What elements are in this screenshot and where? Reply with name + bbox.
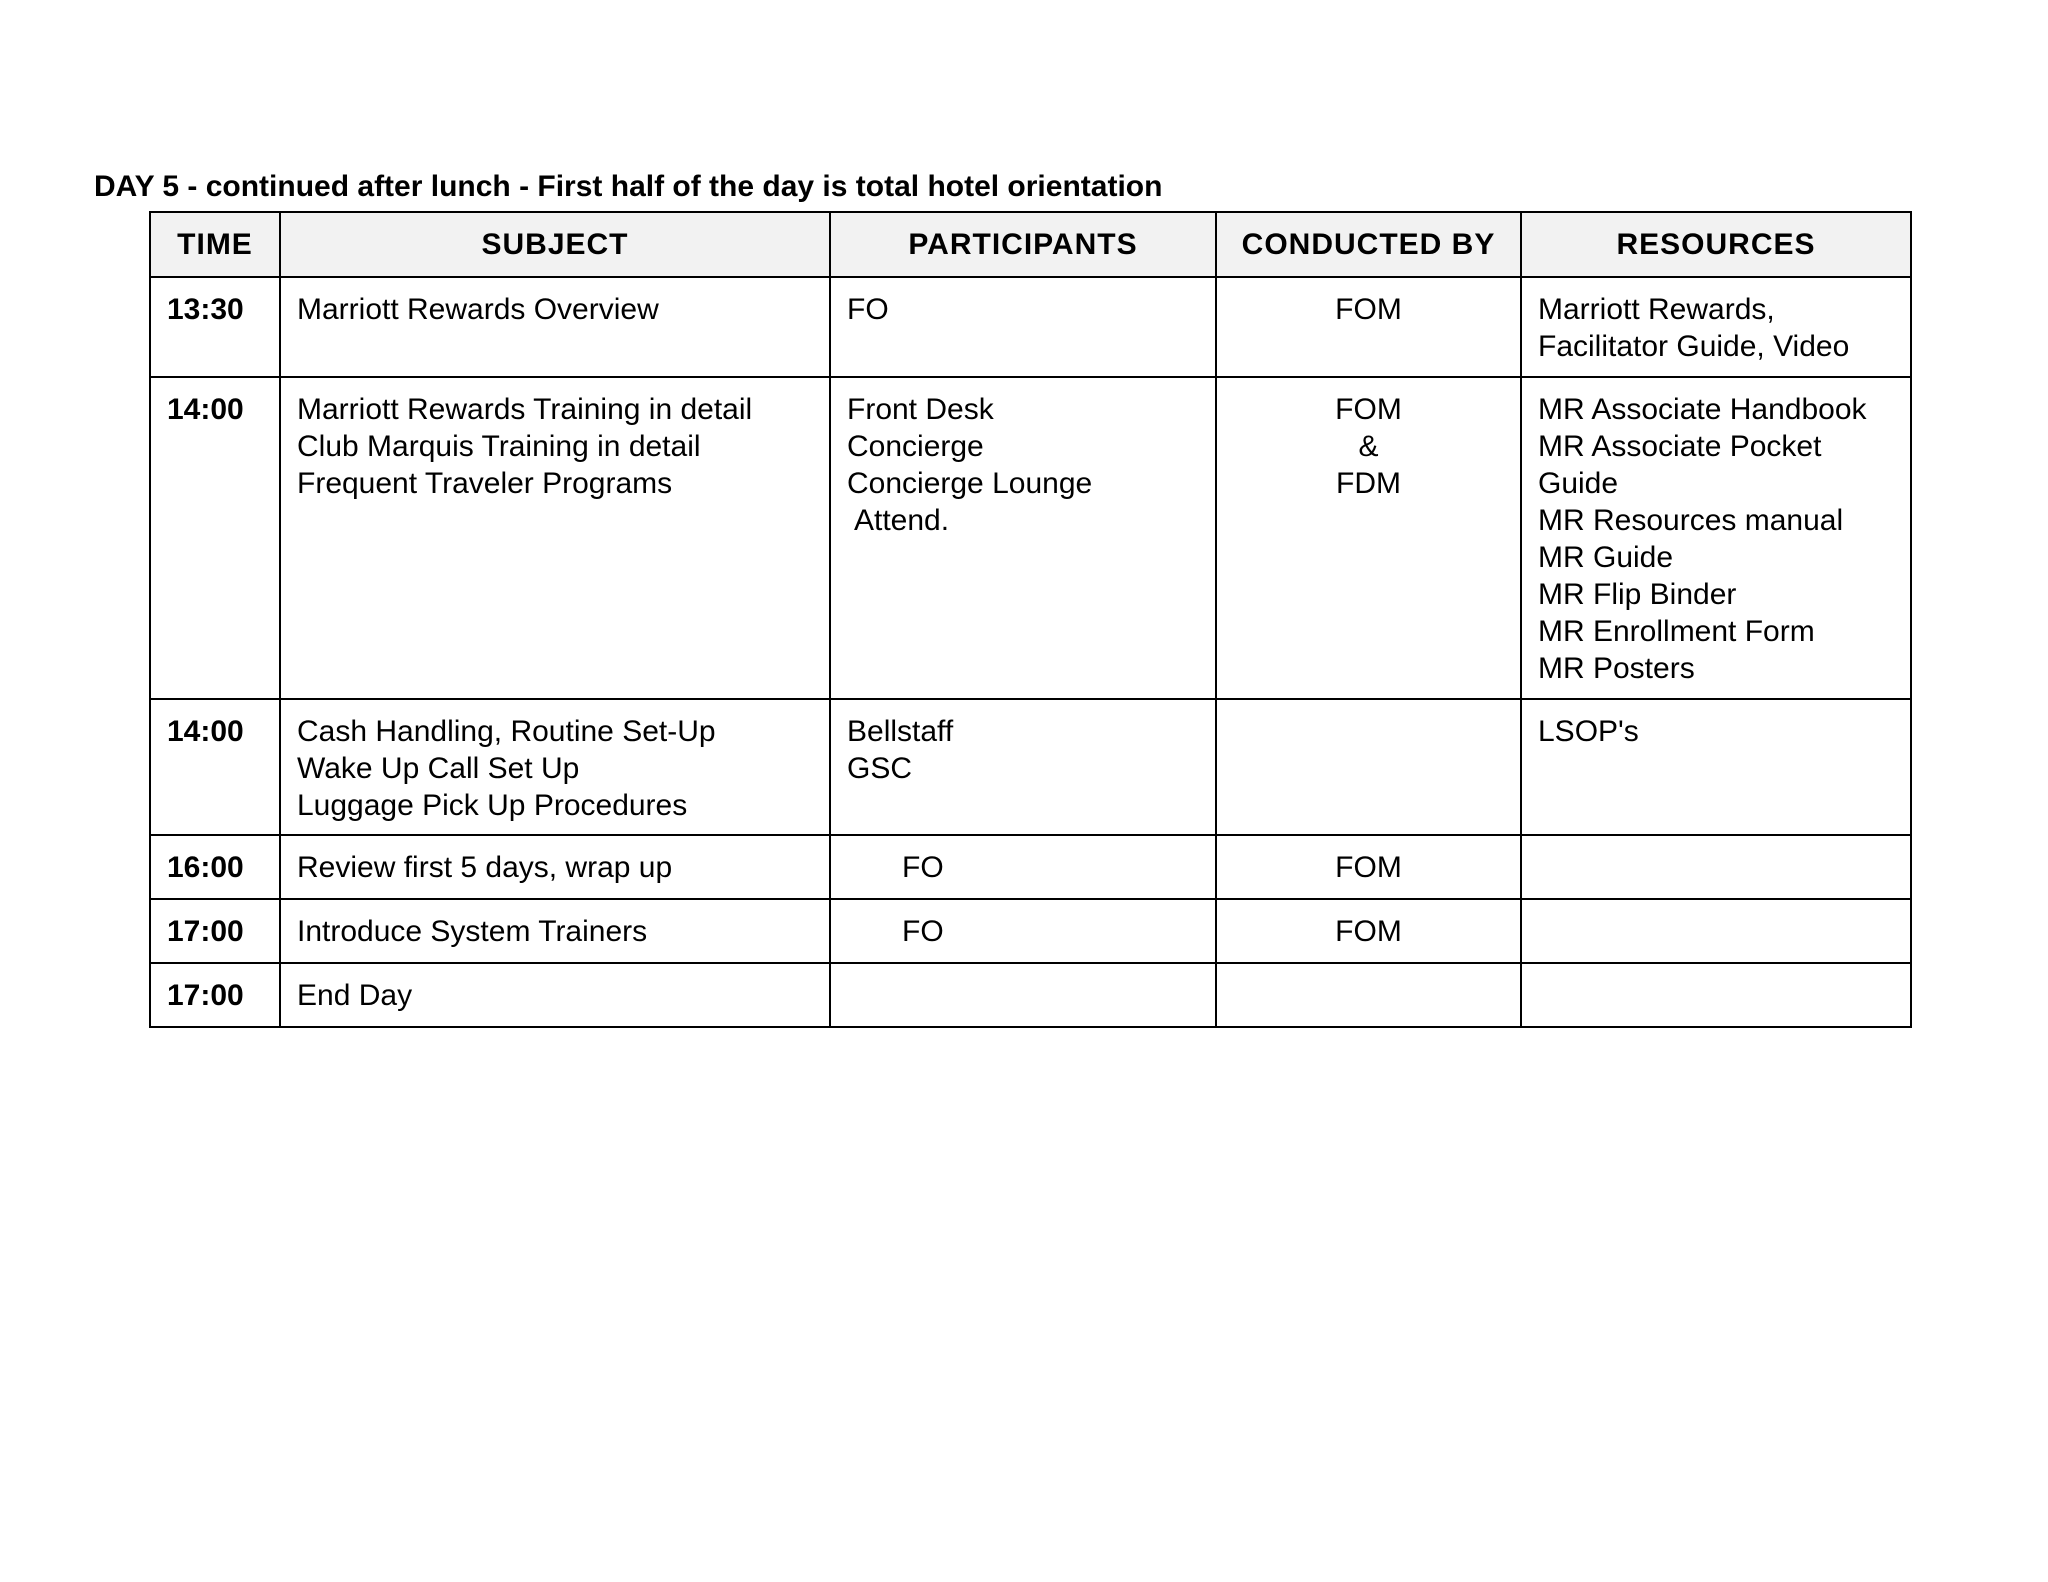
conducted-by-cell [1216, 699, 1521, 835]
subject-line: Luggage Pick Up Procedures [297, 789, 688, 822]
participants-cell [830, 377, 1216, 699]
time-cell: 17:00 [150, 899, 280, 963]
resources-cell [1521, 699, 1911, 835]
subject-cell [280, 377, 830, 699]
resources-line: Marriott Rewards, [1538, 293, 1775, 326]
subject-cell [280, 899, 830, 963]
time-cell: 16:00 [150, 835, 280, 899]
resources-cell [1521, 277, 1911, 377]
participants-line: Bellstaff [847, 715, 954, 748]
subject-line: Marriott Rewards Training in detail [297, 393, 753, 426]
table-row [150, 899, 1911, 963]
subject-line: Wake Up Call Set Up [297, 752, 580, 785]
time-cell: 13:30 [150, 277, 280, 377]
participants-line: GSC [847, 752, 913, 785]
subject-line: Marriott Rewards Overview [297, 293, 659, 326]
header-subject: SUBJECT [280, 212, 830, 277]
conducted-by-cell [1216, 963, 1521, 1027]
schedule-table [149, 211, 1912, 1028]
subject-line: Introduce System Trainers [297, 915, 648, 948]
conducted-by-line: FDM [1336, 467, 1401, 500]
subject-line: End Day [297, 979, 413, 1012]
resources-line: MR Associate Pocket [1538, 430, 1822, 463]
resources-line: MR Flip Binder [1538, 578, 1737, 611]
resources-line: LSOP's [1538, 715, 1639, 748]
participants-line: Front Desk [847, 393, 994, 426]
conducted-by-cell [1216, 899, 1521, 963]
resources-line: Facilitator Guide, Video [1538, 330, 1850, 363]
page-heading: DAY 5 - continued after lunch - First half of the day is total hotel orientation [94, 170, 1163, 203]
participants-line: FO [902, 851, 944, 884]
time-cell: 14:00 [150, 699, 280, 835]
resources-line: MR Guide [1538, 541, 1674, 574]
conducted-by-line: & [1358, 430, 1379, 463]
participants-line: FO [902, 915, 944, 948]
conducted-by-cell [1216, 835, 1521, 899]
resources-cell [1521, 899, 1911, 963]
table-row [150, 963, 1911, 1027]
resources-line: Guide [1538, 467, 1619, 500]
resources-cell [1521, 963, 1911, 1027]
table-header-row [150, 212, 1911, 277]
table-row [150, 277, 1911, 377]
participants-line: FO [847, 293, 889, 326]
participants-cell [830, 277, 1216, 377]
table-row [150, 835, 1911, 899]
subject-line: Club Marquis Training in detail [297, 430, 701, 463]
conducted-by-line: FOM [1335, 293, 1402, 326]
conducted-by-cell [1216, 277, 1521, 377]
header-conducted-by: CONDUCTED BY [1216, 212, 1521, 277]
participants-line: Concierge Lounge [847, 467, 1093, 500]
header-participants: PARTICIPANTS [830, 212, 1216, 277]
resources-cell [1521, 835, 1911, 899]
subject-line: Frequent Traveler Programs [297, 467, 673, 500]
resources-line: MR Enrollment Form [1538, 615, 1815, 648]
time-cell: 17:00 [150, 963, 280, 1027]
conducted-by-cell [1216, 377, 1521, 699]
subject-cell [280, 963, 830, 1027]
resources-line: MR Posters [1538, 652, 1695, 685]
time-cell: 14:00 [150, 377, 280, 699]
participants-cell [830, 699, 1216, 835]
conducted-by-line: FOM [1335, 915, 1402, 948]
subject-cell [280, 277, 830, 377]
conducted-by-line: FOM [1335, 393, 1402, 426]
subject-line: Cash Handling, Routine Set-Up [297, 715, 716, 748]
participants-line: Attend. [854, 504, 950, 537]
participants-cell [830, 835, 1216, 899]
participants-cell [830, 899, 1216, 963]
subject-line: Review first 5 days, wrap up [297, 851, 673, 884]
table-row [150, 377, 1911, 699]
table-row [150, 699, 1911, 835]
subject-cell [280, 835, 830, 899]
resources-cell [1521, 377, 1911, 699]
participants-line: Concierge [847, 430, 984, 463]
header-time: TIME [150, 212, 280, 277]
conducted-by-line: FOM [1335, 851, 1402, 884]
participants-cell [830, 963, 1216, 1027]
resources-line: MR Associate Handbook [1538, 393, 1867, 426]
subject-cell [280, 699, 830, 835]
header-resources: RESOURCES [1521, 212, 1911, 277]
resources-line: MR Resources manual [1538, 504, 1844, 537]
